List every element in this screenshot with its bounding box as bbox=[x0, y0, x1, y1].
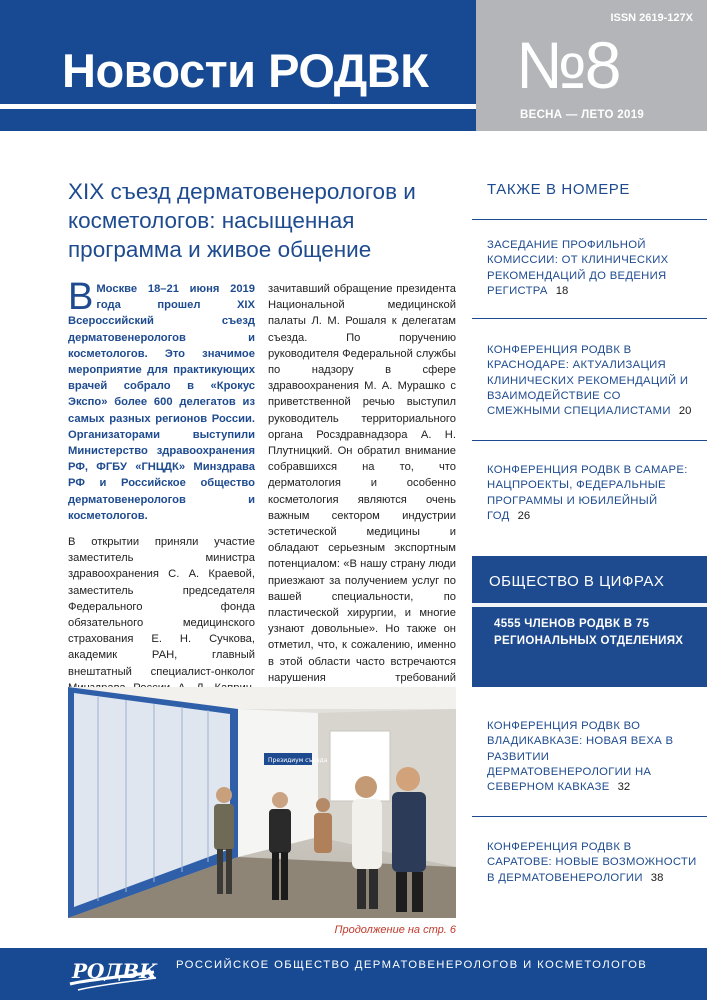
stats-text: 4555 ЧЛЕНОВ РОДВК В 75 РЕГИОНАЛЬНЫХ ОТДЕЛЕНИЯХ bbox=[494, 618, 684, 647]
drop-cap: В bbox=[68, 276, 94, 318]
article-paragraph-1: В открытии приняли участие заместитель министра здравоохранения С. А. Краевой, заместитель председателя Федерального фонда обязательного медицинского страхования Е. Н. Сучкова, академик РАН, главный внештатный специалист-онколог bbox=[68, 536, 255, 678]
sidebar-item-text: КОНФЕРЕНЦИЯ РОДВК В САМАРЕ: НАЦПРОЕКТЫ, ФЕДЕРАЛЬНЫЕ ПРОГРАММЫ И ЮБИЛЕЙНЫЙ ГОД bbox=[487, 464, 688, 522]
sidebar-item-text: ЗАСЕДАНИЕ ПРОФИЛЬНОЙ КОМИССИИ: ОТ КЛИНИЧЕСКИХ РЕКОМЕНДАЦИЙ ДО ВЕДЕНИЯ РЕГИСТРА bbox=[487, 239, 669, 297]
stats-divider bbox=[472, 603, 707, 607]
footer bbox=[0, 948, 707, 1000]
masthead-stripe bbox=[0, 104, 476, 109]
lead-text: Москве 18–21 июня 2019 года прошел XIX Всероссийский съезд дерматовенерологов и косметологов. Это значимое мероприятие для практикующих врачей собрало в «Крокус Экспо» более 600 делегатов из самых разных регионов России. Организаторами выступили Министерство здравоохранения РФ, ФГБУ «ГНЦДК» Минздрава РФ и Российское общество дерматовенерологов и косметологов. bbox=[68, 283, 255, 522]
article-title: XIX съезд дерматовенерологов и косметологов: насыщенная программа и живое общение bbox=[68, 179, 416, 262]
issn-label: ISSN 2619-127X bbox=[610, 12, 693, 24]
article-paragraph-2: зачитавший обращение президента Национальной медицинской палаты Л. М. Рошаля к делегатам съезда. По поручению руководителя Федеральной службы по надзору в сфере здравоохранения М. А. Мурашко с приветственной речью выступил руководитель территориального органа Росздравнадзора А. Н. Плутницкий. Он обратил внимание собравшихся на то, что дерматология и особенно косметология являются очень важным сектором индустрии эстетической медицины и обладают серьезным экспортным потенциалом: «В нашу страну люди приезжают за получением услуг по вашей специальности, по пластической хирургии, и многие узнают довольные». Но также он отметил, что, к сожалению, именно в этой области часто встречаются нарушения требований bbox=[268, 283, 456, 684]
stats-heading: ОБЩЕСТВО В ЦИФРАХ bbox=[489, 573, 665, 590]
continued-caption: Продолжение на стр. 6 bbox=[334, 924, 456, 936]
sidebar-heading: ТАКЖЕ В НОМЕРЕ bbox=[487, 181, 631, 198]
sidebar-item-text: КОНФЕРЕНЦИЯ РОДВК В КРАСНОДАРЕ: АКТУАЛИЗАЦИЯ КЛИНИЧЕСКИХ РЕКОМЕНДАЦИЙ И ВЗАИМОДЕЙСТВИЕ СО СМЕЖНЫМИ СПЕЦИАЛИСТАМИ bbox=[487, 344, 689, 418]
sidebar-divider bbox=[472, 219, 707, 220]
sidebar-item-text: КОНФЕРЕНЦИЯ РОДВК В САРАТОВЕ: НОВЫЕ ВОЗМОЖНОСТИ В ДЕРМАТОВЕНЕРОЛОГИИ bbox=[487, 841, 697, 884]
sidebar-item-vladikavkaz[interactable] bbox=[487, 719, 697, 795]
issue-season: ВЕСНА — ЛЕТО 2019 bbox=[520, 109, 645, 121]
newsletter-title: Новости РОДВК bbox=[62, 44, 429, 97]
sidebar-item-page: 18 bbox=[555, 284, 569, 297]
masthead-blue-panel bbox=[0, 0, 476, 131]
congress-photo-illustration bbox=[68, 687, 456, 918]
sidebar-item-profile-commission[interactable] bbox=[487, 238, 697, 299]
logo-text: РОДВК bbox=[72, 959, 158, 983]
rodvk-logo-icon bbox=[64, 950, 160, 996]
sidebar-item-samara[interactable] bbox=[487, 463, 697, 524]
sidebar-divider bbox=[472, 816, 707, 817]
stats-box bbox=[472, 556, 707, 687]
photo-sign: Президиум съезда bbox=[268, 757, 328, 764]
issue-number: №8 bbox=[516, 28, 620, 102]
sidebar-item-saratov[interactable] bbox=[487, 840, 697, 886]
masthead bbox=[0, 0, 707, 131]
congress-photo bbox=[68, 687, 456, 918]
sidebar-item-krasnodar[interactable] bbox=[487, 343, 697, 419]
sidebar-item-page: 38 bbox=[650, 871, 664, 884]
sidebar-item-page: 20 bbox=[678, 405, 692, 418]
footer-society-name: РОССИЙСКОЕ ОБЩЕСТВО ДЕРМАТОВЕНЕРОЛОГОВ И КОСМЕТОЛОГОВ bbox=[176, 959, 648, 971]
sidebar-item-text: КОНФЕРЕНЦИЯ РОДВК ВО ВЛАДИКАВКАЗЕ: НОВАЯ ВЕХА В РАЗВИТИИ ДЕРМАТОВЕНЕРОЛОГИИ НА СЕВЕРНОМ КАВКАЗЕ bbox=[487, 720, 674, 794]
article-lead bbox=[68, 276, 255, 524]
sidebar-item-page: 32 bbox=[617, 781, 631, 794]
sidebar-item-page: 26 bbox=[517, 509, 531, 522]
sidebar-divider bbox=[472, 318, 707, 319]
sidebar-divider bbox=[472, 440, 707, 441]
